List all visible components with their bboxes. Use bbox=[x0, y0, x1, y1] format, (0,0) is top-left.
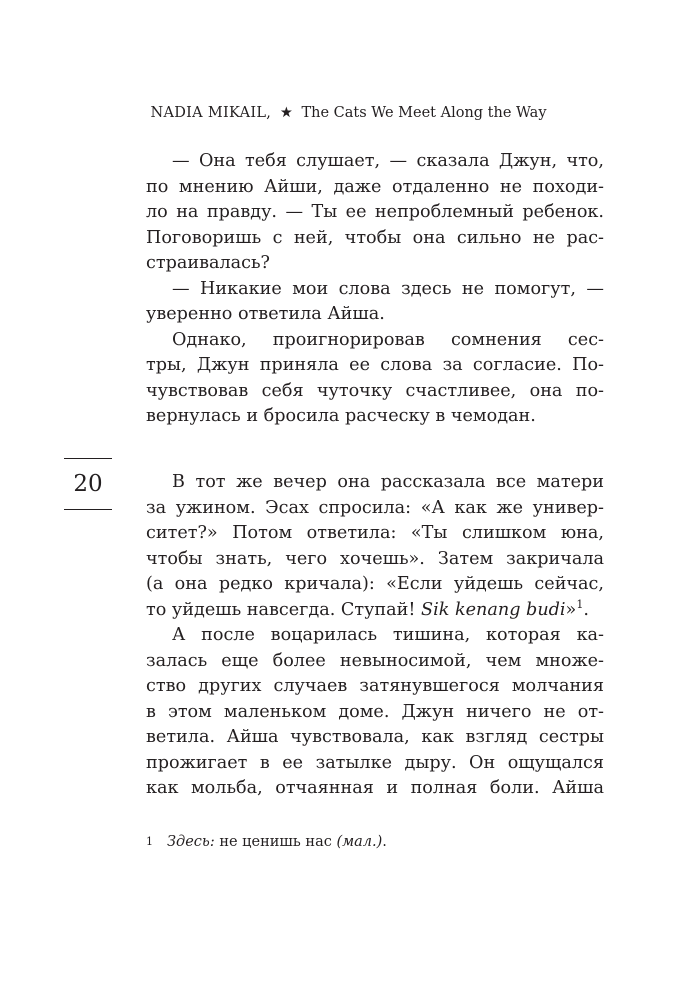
text-line: прожигает в ее затылке дыру. Он ощущался bbox=[146, 752, 604, 773]
text-line: вернулась и бросила расческу в чемодан. bbox=[146, 406, 536, 426]
malay-phrase: Sik kenang budi bbox=[421, 599, 566, 620]
text-line: чтобы знать, чего хочешь». Затем закричала bbox=[146, 548, 604, 569]
footnote-reference[interactable]: 1 bbox=[576, 597, 584, 611]
footnote-label: Здесь: bbox=[167, 834, 215, 850]
text-line: залась еще более невыносимой, чем множе- bbox=[146, 650, 604, 671]
text-line: ло на правду. — Ты ее непроблемный ребенок. bbox=[146, 202, 604, 222]
text-line-part: то уйдешь навсегда. Ступай! bbox=[146, 599, 416, 620]
text-line: как мольба, отчаянная и полная боли. Айша bbox=[146, 778, 604, 798]
footnote-mark: 1 bbox=[146, 835, 153, 848]
text-line: чувствовав себя чуточку счастливее, она по- bbox=[146, 380, 604, 401]
text-block-1 bbox=[146, 149, 604, 430]
text-line: ситет?» Потом ответила: «Ты слишком юна, bbox=[146, 523, 604, 543]
footnote-language-note: (мал.) bbox=[336, 834, 383, 850]
star-icon: ★ bbox=[279, 105, 293, 121]
text-line: ство других случаев затянувшегося молчания bbox=[146, 676, 604, 696]
text-line-with-footnote: то уйдешь навсегда. Ступай! Sik kenang budi»$^1$. bbox=[146, 597, 589, 620]
text-line: в этом маленьком доме. Джун ничего не от- bbox=[146, 701, 604, 722]
text-line: ветила. Айша чувствовала, как взгляд сестры bbox=[146, 727, 604, 747]
running-head bbox=[0, 105, 697, 121]
text-line: Поговоришь с ней, чтобы она сильно не рас- bbox=[146, 227, 604, 248]
text-line: В тот же вечер она рассказала все матери bbox=[172, 472, 604, 492]
text-line: тры, Джун приняла ее слова за согласие. По- bbox=[146, 355, 604, 375]
text-block-2 bbox=[146, 470, 604, 802]
page-number: 20 bbox=[64, 458, 112, 510]
text-line: по мнению Айши, даже отдаленно не походи- bbox=[146, 176, 604, 197]
text-line: Однако, проигнорировав сомнения сес- bbox=[172, 329, 604, 350]
running-head-title: The Cats We Meet Along the Way bbox=[301, 105, 547, 121]
text-line: за ужином. Эсах спросила: «А как же универ- bbox=[146, 497, 604, 518]
text-line: (а она редко кричала): «Если уйдешь сейчас, bbox=[146, 574, 604, 594]
text-line: — Никакие мои слова здесь не помогут, — bbox=[172, 278, 604, 299]
footnote-end: . bbox=[382, 834, 387, 850]
text-line: А после воцарилась тишина, которая ка- bbox=[172, 625, 604, 645]
text-line: страивалась? bbox=[146, 253, 270, 273]
closing-quote: » bbox=[565, 599, 577, 620]
text-line: — Она тебя слушает, — сказала Джун, что, bbox=[172, 151, 604, 171]
running-head-author: NADIA MIKAIL, bbox=[150, 105, 272, 121]
text-line: уверенно ответила Айша. bbox=[146, 304, 385, 324]
footnote bbox=[146, 832, 604, 852]
footnote-text: не ценишь нас bbox=[214, 834, 337, 850]
